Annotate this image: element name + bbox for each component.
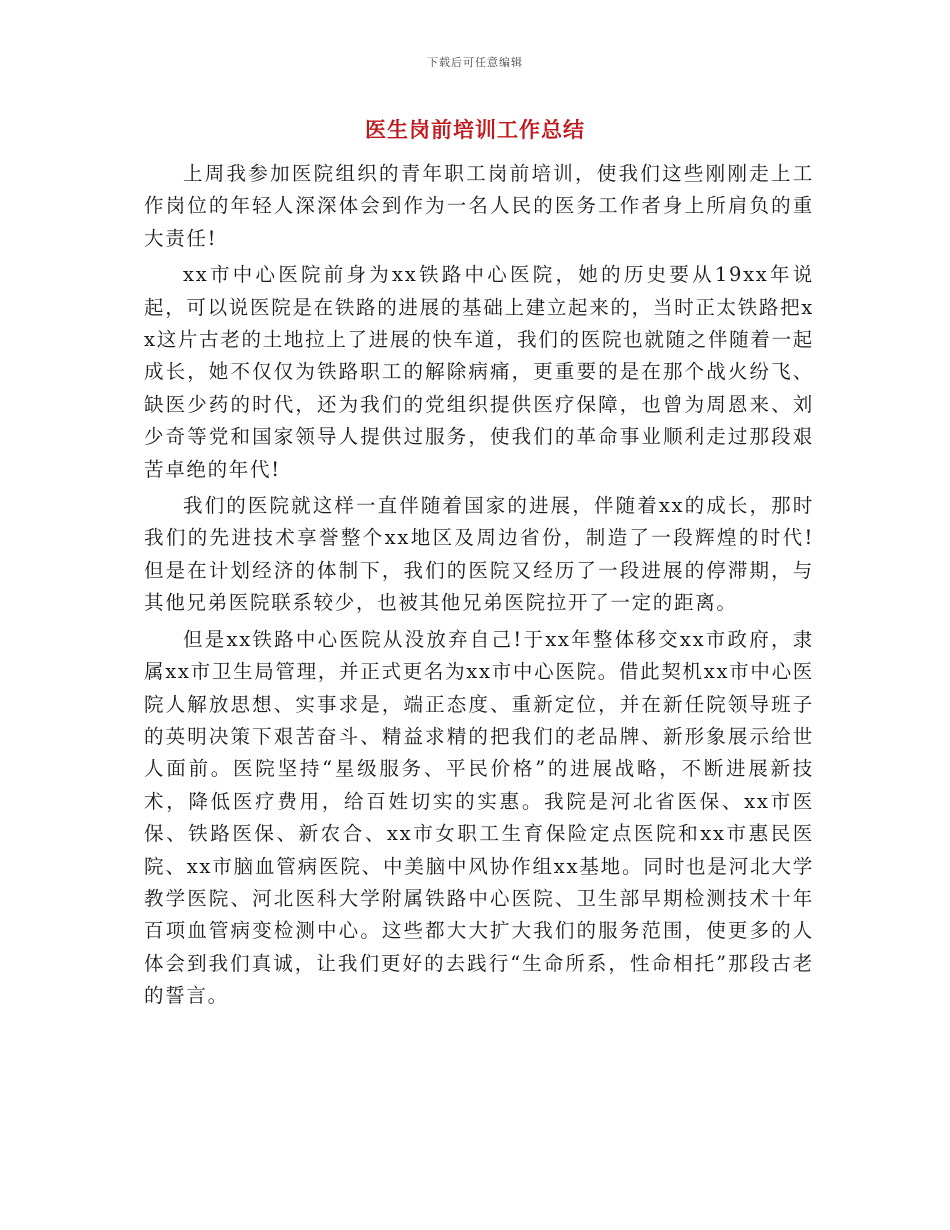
paragraph-1: 上周我参加医院组织的青年职工岗前培训，使我们这些刚刚走上工作岗位的年轻人深深体会到作为一名人民的医务工作者身上所肩负的重大责任!	[144, 162, 814, 250]
paragraph-3: 我们的医院就这样一直伴随着国家的进展，伴随着xx的成长，那时我们的先进技术享誉整个xx地区及周边省份，制造了一段辉煌的时代!但是在计划经济的体制下，我们的医院又经历了一段进展的停滞期，与其他兄弟医院联系较少，也被其他兄弟医院拉开了一定的距离。	[144, 494, 814, 615]
paragraph-2: xx市中心医院前身为xx铁路中心医院，她的历史要从19xx年说起，可以说医院是在铁路的进展的基础上建立起来的，当时正太铁路把xx这片古老的土地拉上了进展的快车道，我们的医院也就随之伴随着一起成长，她不仅仅为铁路职工的解除病痛，更重要的是在那个战火纷飞、缺医少药的时代，还为我们的党组织提供医疗保障，也曾为周恩来、刘少奇等党和国家领导人提供过服务，使我们的革命事业顺利走过那段艰苦卓绝的年代!	[144, 263, 814, 481]
document-title: 医生岗前培训工作总结	[365, 117, 585, 142]
header-note: 下载后可任意编辑	[427, 56, 523, 69]
paragraph-4: 但是xx铁路中心医院从没放弃自己!于xx年整体移交xx市政府，隶属xx市卫生局管理，并正式更名为xx市中心医院。借此契机xx市中心医院人解放思想、实事求是，端正态度、重新定位，并在新任院领导班子的英明决策下艰苦奋斗、精益求精的把我们的老品牌、新形象展示给世人面前。医院坚持“星级服务、平民价格”的进展战略，不断进展新技术，降低医疗费用，给百姓切实的实惠。我院是河北省医保、xx市医保、铁路医保、新农合、xx市女职工生育保险定点医院和xx市惠民医院、xx市脑血管病医院、中美脑中风协作组xx基地。同时也是河北大学教学医院、河北医科大学附属铁路中心医院、卫生部早期检测技术十年百项血管病变检测中心。这些都大大扩大我们的服务范围，使更多的人体会到我们真诚，让我们更好的去践行“生命所系，性命相托”那段古老的誓言。	[144, 627, 814, 1008]
document-body	[144, 158, 814, 1013]
